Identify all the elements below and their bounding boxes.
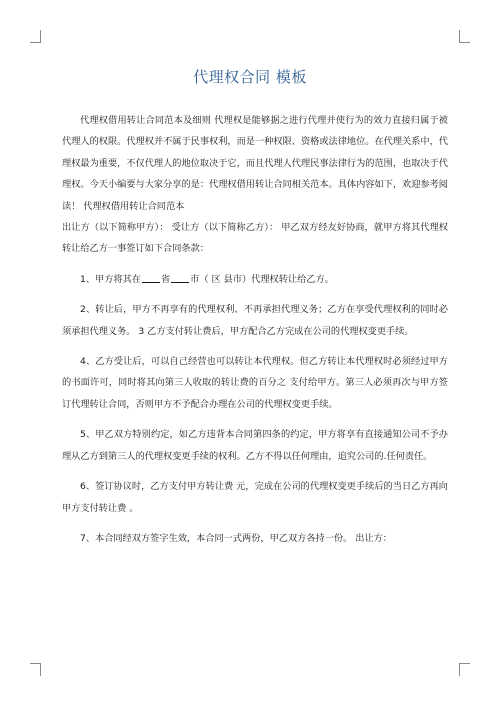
crop-mark-bottom-right (459, 663, 470, 676)
document-body (62, 110, 448, 549)
clause-2: 2、转让后，甲方不再享有的代理权利、不再承担代理义务；乙方在享受代理权利的同时必须承担代理义务。 3 乙方支付转让费后，甲方配合乙方完成在公司的代理权变更手续。 (62, 304, 448, 337)
blank-line (171, 273, 189, 283)
clause-1-part-b: 省 (160, 273, 171, 285)
clause-4: 4、乙方受让后，可以自己经营也可以转让本代理权。但乙方转让本代理权时必须经过甲方的书面许可，同时将其向第三人收取的转让费的百分之 支付给甲方。第三人必须再次与甲方签订代理转让合同，否则甲方不予配合办理在公司的代理权变更手续。 (62, 356, 448, 410)
blank-line (142, 273, 160, 283)
document-title: 代理权合同 模板 (193, 68, 307, 86)
crop-mark-top-left (30, 30, 41, 43)
clause-1-part-a: 1、甲方将其在 (80, 273, 141, 285)
clause-6: 6、签订协议时，乙方支付甲方转让费 元，完成在公司的代理权变更手续后的当日乙方再向甲方支付转让费 。 (62, 481, 448, 514)
parties-paragraph: 出让方（以下简称甲方）： 受让方（以下简称乙方）： 甲乙双方经友好协商，就甲方将其代理权转让给乙方一事签订如下合同条款： (62, 222, 448, 255)
clause-1-part-c: 市（ 区 县市）代理权转让给乙方。 (190, 273, 334, 285)
clause-5: 5、甲乙双方特别约定，如乙方违背本合同第四条的约定，甲方将享有直接通知公司不予办理从乙方到第三人的代理权变更手续的权利。乙方不得以任何理由，追究公司的.任何责任。 (62, 429, 448, 462)
crop-mark-top-right (459, 30, 470, 43)
clause-1 (62, 269, 448, 290)
clause-7: 7、本合同经双方签字生效，本合同一式两份，甲乙双方各持一份。 出让方： (80, 532, 392, 544)
intro-paragraph: 代理权借用转让合同范本及细则 代理权是能够据之进行代理并使行为的效力直接归属于被代理人的权限。代理权并不属于民事权利，而是一种权限、资格或法律地位。在代理关系中，代理权最为重要，不仅代理人的地位取决于它，而且代理人代理民事法律行为的范围，也取决于代理权。今天小编要与大家分享的是：代理权借用转让合同相关范本。具体内容如下，欢迎参考阅读！ 代理权借用转让合同范本 (62, 115, 448, 212)
crop-mark-bottom-left (30, 663, 41, 676)
